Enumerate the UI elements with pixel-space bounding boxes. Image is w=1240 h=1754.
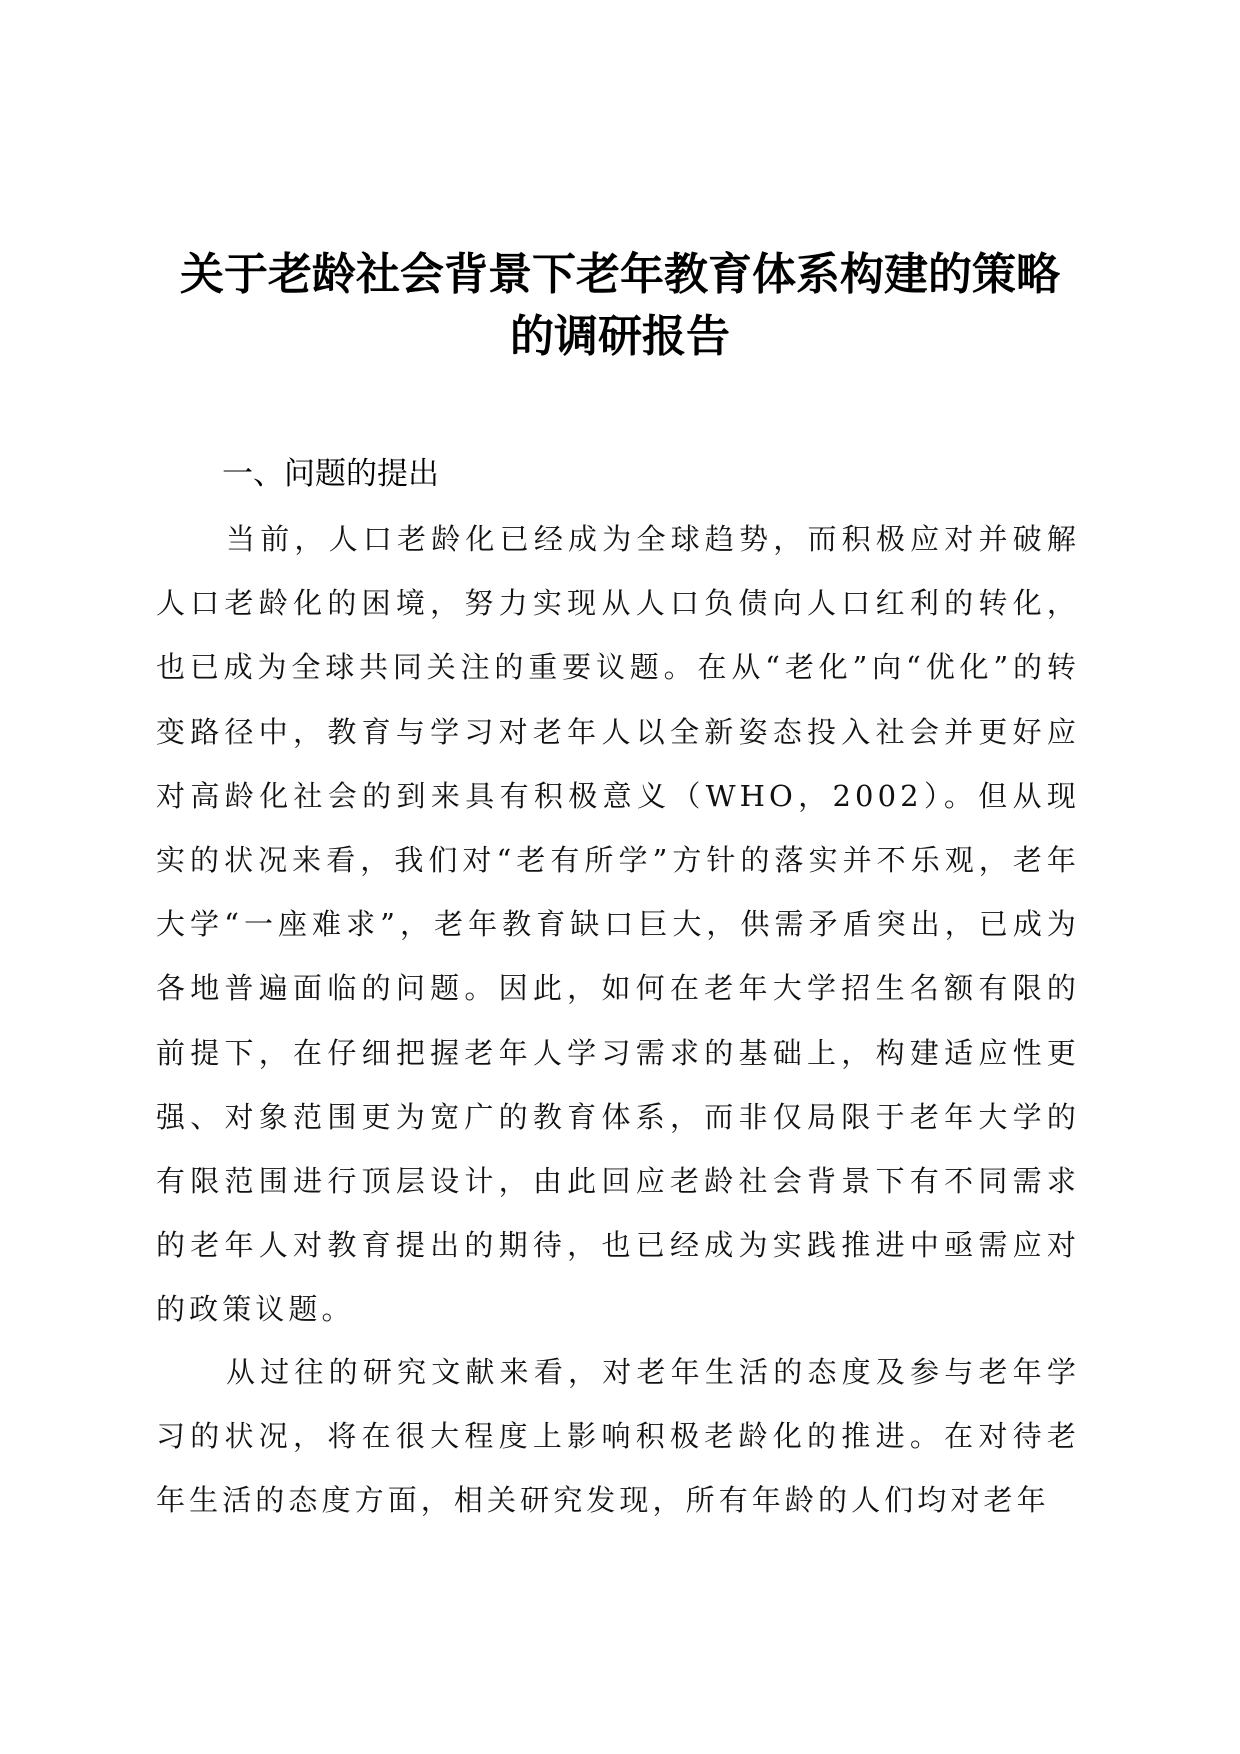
body-paragraph-2: 从过往的研究文献来看，对老年生活的态度及参与老年学习的状况，将在很大程度上影响积极老龄化的推进。在对待老年生活的态度方面，相关研究发现，所有年龄的人们均对老年 [156, 1355, 1080, 1518]
title-line-2: 的调研报告 [510, 311, 730, 362]
document-title [150, 244, 1090, 368]
title-line-1: 关于老龄社会背景下老年教育体系构建的策略 [180, 249, 1060, 300]
section-heading: 一、问题的提出 [222, 456, 439, 492]
body-paragraph-1: 当前，人口老龄化已经成为全球趋势，而积极应对并破解人口老龄化的困境，努力实现从人口负债向人口红利的转化，也已成为全球共同关注的重要议题。在从“老化”向“优化”的转变路径中，教育与学习对老年人以全新姿态投入社会并更好应对高龄化社会的到来具有积极意义（WHO，2002）。但从现实的状况来看，我们对“老有所学”方针的落实并不乐观，老年大学“一座难求”，老年教育缺口巨大，供需矛盾突出，已成为各地普遍面临的问题。因此，如何在老年大学招生名额有限的前提下，在仔细把握老年人学习需求的基础上，构建适应性更强、对象范围更为宽广的教育体系，而非仅局限于老年大学的有限范围进行顶层设计，由此回应老龄社会背景下有不同需求的老年人对教育提出的期待，也已经成为实践推进中亟需应对的政策议题。 [156, 522, 1080, 1327]
